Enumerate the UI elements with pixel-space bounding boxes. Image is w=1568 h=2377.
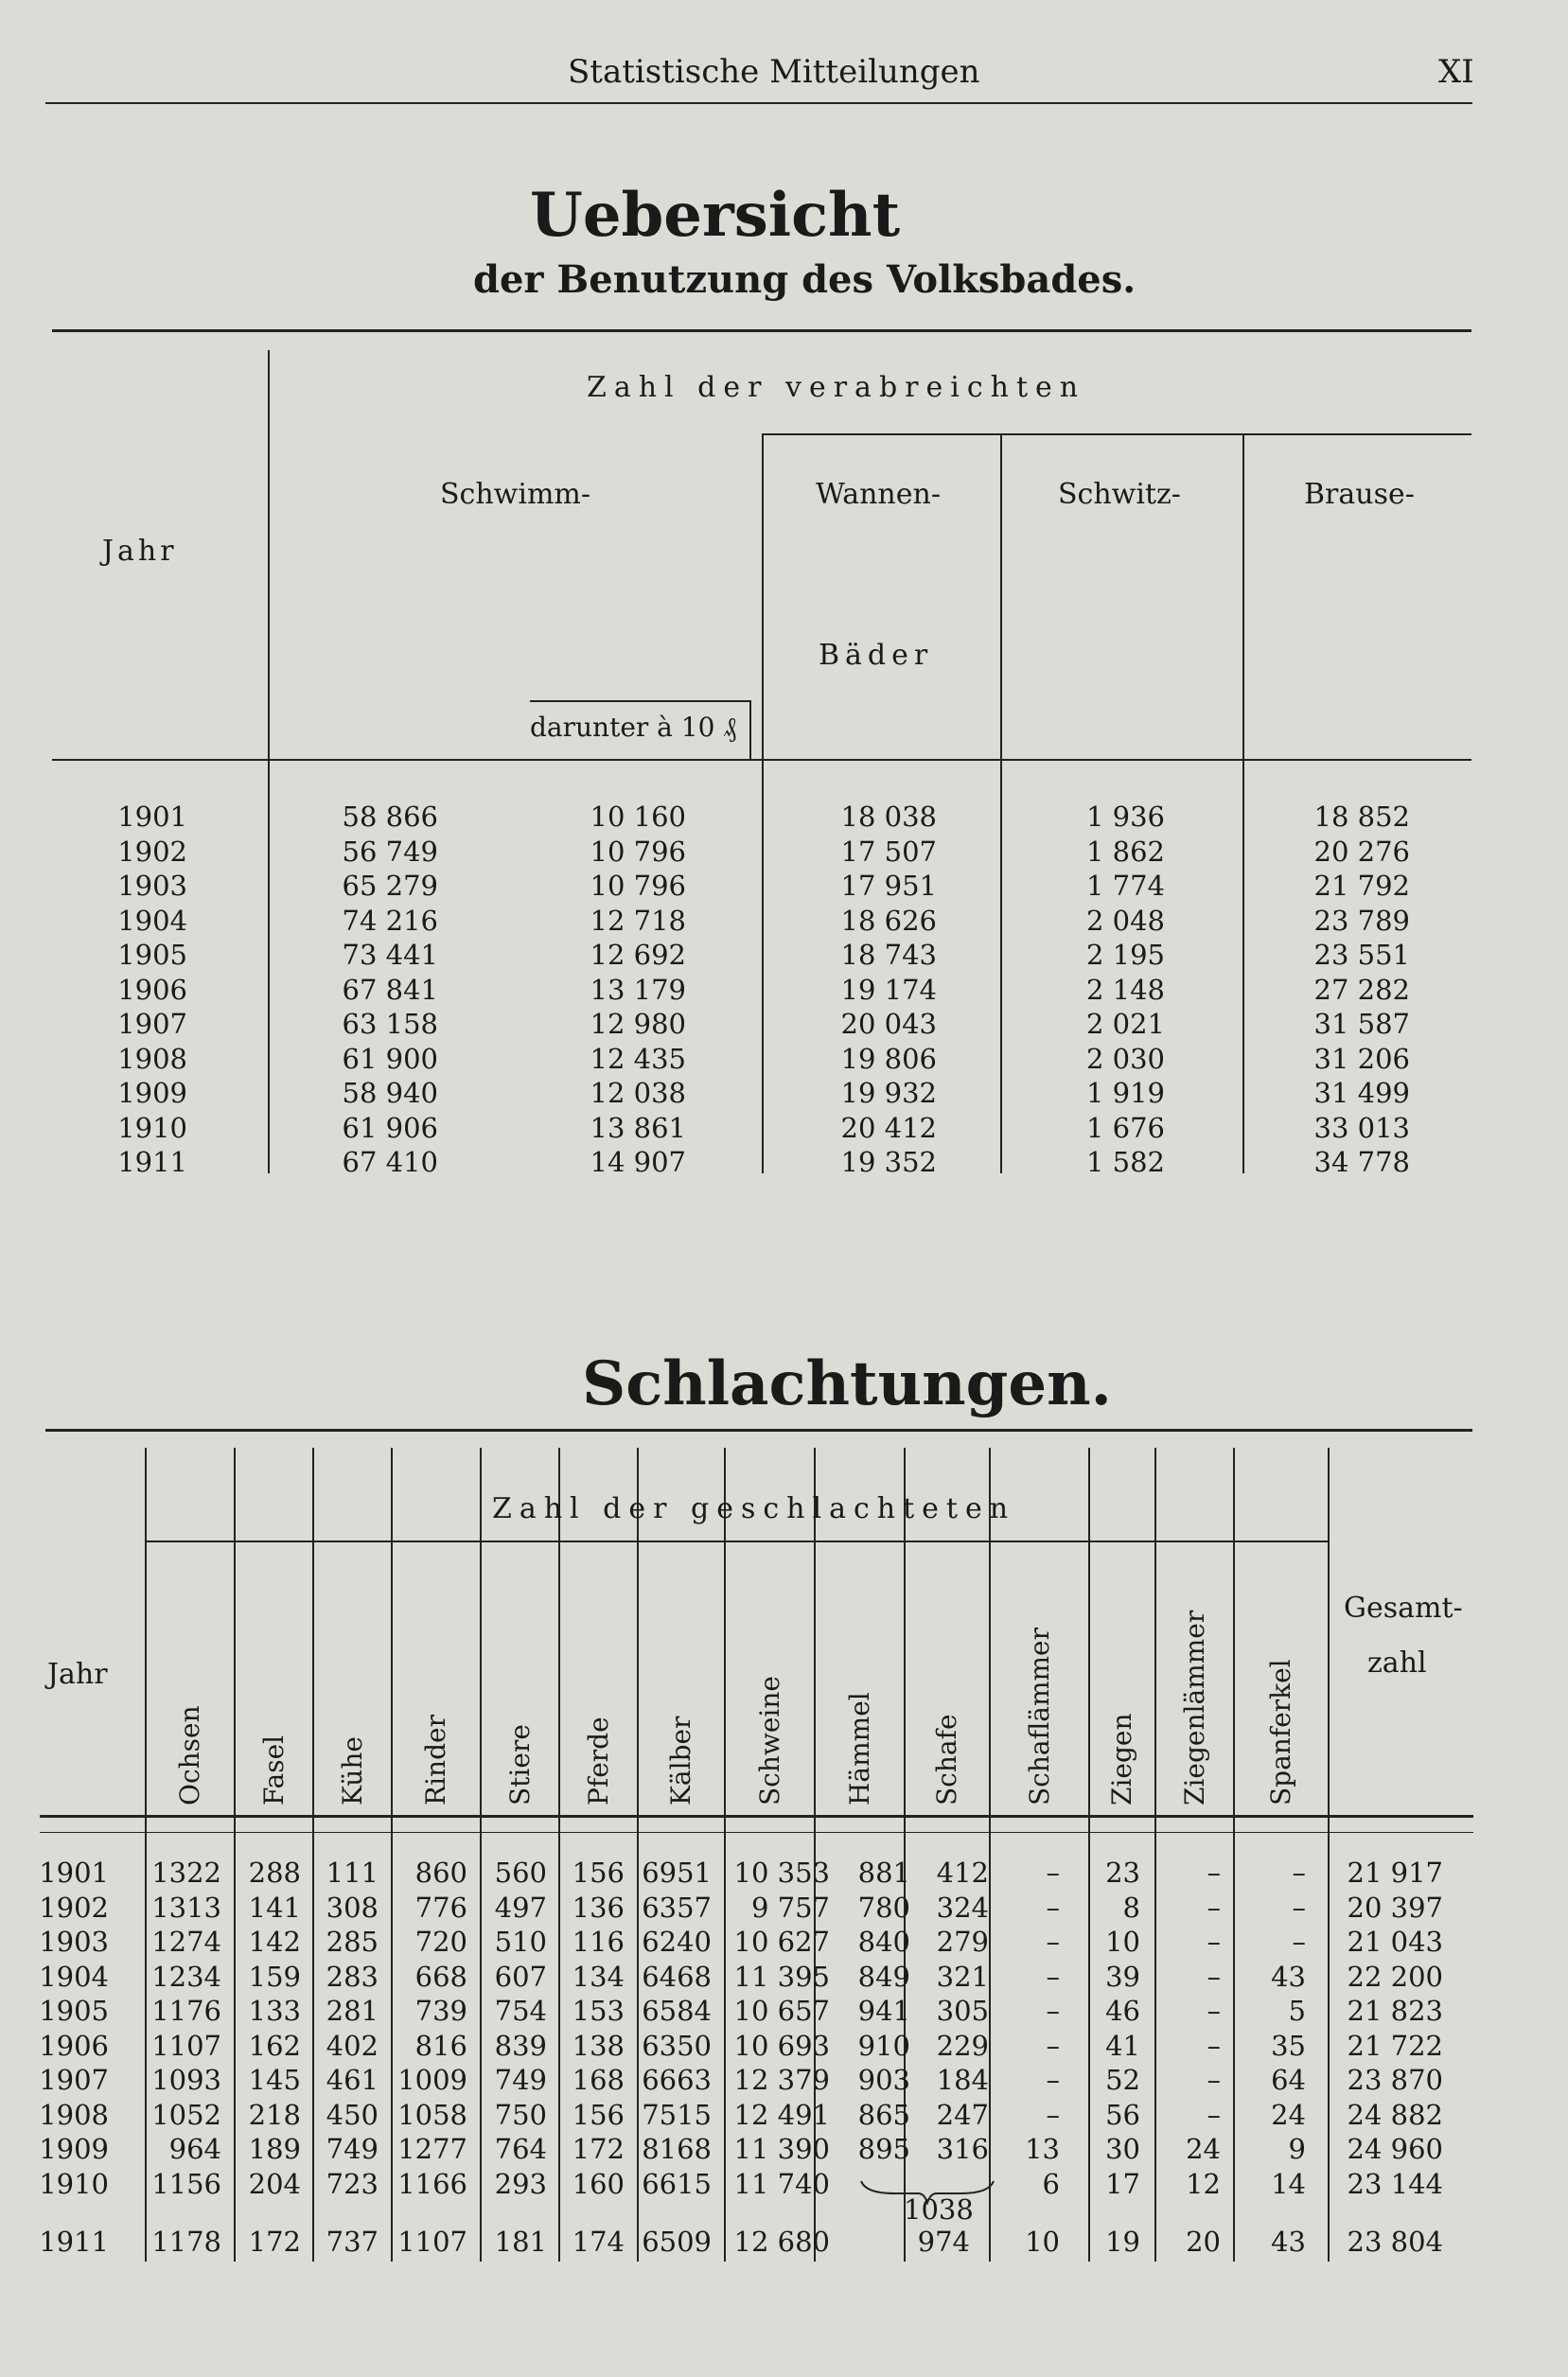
slaughter-cell: 10 <box>1025 2226 1060 2258</box>
bath-cell-tub: 20 043 <box>840 1008 937 1040</box>
slaughter-cell: 41 <box>1105 2029 1140 2062</box>
bath-cell-shower: 21 792 <box>1313 870 1410 902</box>
slaughter-cell: 43 <box>1271 1960 1306 1993</box>
bath-cell-year: 1911 <box>117 1146 187 1178</box>
slaughter-header-top: Zahl der geschlachteten <box>492 1492 1016 1525</box>
bath-cell-year: 1910 <box>117 1111 187 1144</box>
bath-header-sweat: Schwitz- <box>1058 478 1181 511</box>
slaughter-cell: 881 <box>857 1857 910 1889</box>
slaughter-cell: 450 <box>326 2098 379 2131</box>
slaughter-cell: 23 144 <box>1347 2167 1443 2200</box>
slaughter-top-rule <box>45 1429 1472 1432</box>
slaughter-cell: 316 <box>936 2133 989 2165</box>
slaughter-cell: 1274 <box>151 1926 221 1958</box>
slaughter-cell: 12 379 <box>733 2064 830 2096</box>
bath-cell-sweat: 1 582 <box>1085 1146 1165 1178</box>
bath-cell-swim: 58 940 <box>342 1077 438 1109</box>
bath-cell-sweat: 1 919 <box>1085 1077 1165 1109</box>
bath-group-rule <box>762 433 1471 435</box>
bath-cell-year: 1903 <box>117 870 187 902</box>
slaughter-cell: – <box>1207 1926 1221 1958</box>
slaughter-colhead: Fasel <box>257 1734 290 1805</box>
slaughter-cell: 172 <box>572 2133 625 2165</box>
slaughter-cell: 12 680 <box>733 2226 830 2258</box>
bath-cell-tub: 19 352 <box>840 1146 937 1178</box>
bath-subtitle: der Benutzung des Volksbades. <box>473 257 1136 302</box>
bath-cell-shower: 31 499 <box>1313 1077 1410 1109</box>
slaughter-cell: – <box>1207 1960 1221 1993</box>
bath-cell-year: 1901 <box>117 801 187 833</box>
slaughter-cell: 204 <box>248 2167 301 2200</box>
slaughter-cell: 133 <box>248 1995 301 2027</box>
slaughter-cell: 141 <box>248 1891 301 1924</box>
bath-cell-tub: 17 507 <box>840 835 937 868</box>
bath-cell-shower: 27 282 <box>1313 973 1410 1006</box>
slaughter-cell: 24 <box>1186 2133 1221 2165</box>
bath-cell-year: 1909 <box>117 1077 187 1109</box>
slaughter-cell: 8 <box>1122 1891 1140 1924</box>
slaughter-cell: 839 <box>494 2029 547 2062</box>
bath-col-divider <box>1000 435 1002 1173</box>
bath-cell-swim: 65 279 <box>342 870 438 902</box>
bath-cell-swim: 73 441 <box>342 939 438 971</box>
slaughter-cell: 816 <box>414 2029 467 2062</box>
slaughter-colhead: Ochsen <box>174 1705 205 1805</box>
slaughter-cell: 24 882 <box>1347 2098 1443 2131</box>
slaughter-cell: 11 740 <box>733 2167 830 2200</box>
slaughter-cell: 560 <box>494 1857 547 1889</box>
slaughter-cell: 10 <box>1105 1926 1140 1958</box>
slaughter-cell: 754 <box>494 1995 547 2027</box>
slaughter-cell: 39 <box>1105 1960 1140 1993</box>
bath-col-divider <box>1242 435 1244 1173</box>
slaughter-cell: 607 <box>494 1960 547 1993</box>
slaughter-cell: – <box>1292 1926 1306 1958</box>
bath-cell-tub: 18 743 <box>840 939 937 971</box>
slaughter-cell: 10 353 <box>733 1857 830 1889</box>
bath-cell-sub: 10 160 <box>590 801 686 833</box>
bath-header-shower: Brause- <box>1304 478 1415 511</box>
bath-cell-shower: 18 852 <box>1313 801 1410 833</box>
bath-header-year: Jahr <box>102 535 178 568</box>
bath-cell-sub: 10 796 <box>590 835 686 868</box>
slaughter-cell: 749 <box>326 2133 379 2165</box>
slaughter-cell: – <box>1046 1960 1060 1993</box>
slaughter-cell: 1009 <box>397 2064 467 2096</box>
bath-cell-tub: 18 626 <box>840 904 937 937</box>
slaughter-cell: – <box>1207 1857 1221 1889</box>
header-rule <box>45 102 1472 104</box>
bath-col-divider <box>268 350 270 1173</box>
slaughter-cell: 1902 <box>39 1891 109 1924</box>
bath-cell-tub: 17 951 <box>840 870 937 902</box>
bath-cell-shower: 34 778 <box>1313 1146 1410 1178</box>
slaughter-cell: 218 <box>248 2098 301 2131</box>
slaughter-cell: 283 <box>326 1960 379 1993</box>
slaughter-cell: 1277 <box>397 2133 467 2165</box>
slaughter-header-total-2: zahl <box>1367 1646 1427 1680</box>
slaughter-colhead: Spanferkel <box>1265 1659 1296 1805</box>
slaughter-cell: 10 657 <box>733 1995 830 2027</box>
bath-cell-swim: 74 216 <box>342 904 438 937</box>
slaughter-cell: 229 <box>936 2029 989 2062</box>
slaughter-cell: 1166 <box>397 2167 467 2200</box>
slaughter-cell: 9 757 <box>750 1891 830 1924</box>
slaughter-cell: 153 <box>572 1995 625 2027</box>
slaughter-cell: 156 <box>572 2098 625 2131</box>
slaughter-cell: 30 <box>1105 2133 1140 2165</box>
slaughter-cell: 20 <box>1186 2226 1221 2258</box>
bath-cell-shower: 23 551 <box>1313 939 1410 971</box>
bath-cell-sub: 12 038 <box>590 1077 686 1109</box>
slaughter-header-total-1: Gesamt- <box>1344 1592 1463 1625</box>
slaughter-cell: 1904 <box>39 1960 109 1993</box>
slaughter-cell: 1910 <box>39 2167 109 2200</box>
slaughter-cell: 12 491 <box>733 2098 830 2131</box>
slaughter-cell: – <box>1207 1995 1221 2027</box>
slaughter-cell: 19 <box>1105 2226 1140 2258</box>
bath-cell-sweat: 2 148 <box>1085 973 1165 1006</box>
slaughter-cell: 184 <box>936 2064 989 2096</box>
slaughter-cell: 21 043 <box>1347 1926 1443 1958</box>
slaughter-cell: 510 <box>494 1926 547 1958</box>
slaughter-cell: 1313 <box>151 1891 221 1924</box>
slaughter-cell: 24 960 <box>1347 2133 1443 2165</box>
slaughter-cell: 497 <box>494 1891 547 1924</box>
bath-header-tub: Wannen- <box>816 478 941 511</box>
slaughter-cell: 14 <box>1271 2167 1306 2200</box>
slaughter-cell: 22 200 <box>1347 1960 1443 1993</box>
slaughter-cell: 412 <box>936 1857 989 1889</box>
slaughter-cell: 895 <box>857 2133 910 2165</box>
bath-header-sub: darunter à 10 ₰ <box>530 712 737 743</box>
slaughter-cell: 247 <box>936 2098 989 2131</box>
slaughter-cell: 321 <box>936 1960 989 1993</box>
slaughter-cell: 6615 <box>642 2167 712 2200</box>
bath-cell-sweat: 1 774 <box>1085 870 1165 902</box>
slaughter-cell: 1909 <box>39 2133 109 2165</box>
bath-cell-sweat: 2 030 <box>1085 1042 1165 1075</box>
bath-title: Uebersicht <box>530 180 901 251</box>
slaughter-cell: – <box>1046 1995 1060 2027</box>
bath-top-rule <box>52 329 1471 332</box>
slaughter-cell: 279 <box>936 1926 989 1958</box>
bath-cell-shower: 33 013 <box>1313 1111 1410 1144</box>
slaughter-cell: – <box>1046 1891 1060 1924</box>
bath-cell-tub: 19 932 <box>840 1077 937 1109</box>
bath-cell-sub: 12 435 <box>590 1042 686 1075</box>
slaughter-cell: 8168 <box>642 2133 712 2165</box>
slaughter-colhead: Pferde <box>582 1717 614 1805</box>
slaughter-cell: 168 <box>572 2064 625 2096</box>
slaughter-cell: 860 <box>414 1857 467 1889</box>
slaughter-cell: 13 <box>1025 2133 1060 2165</box>
slaughter-colhead: Rinder <box>420 1715 451 1805</box>
slaughter-cell: – <box>1207 2029 1221 2062</box>
bath-cell-swim: 58 866 <box>342 801 438 833</box>
slaughter-cell: 1905 <box>39 1995 109 2027</box>
slaughter-cell: 5 <box>1288 1995 1306 2027</box>
slaughter-cell: 285 <box>326 1926 379 1958</box>
bath-cell-tub: 19 174 <box>840 973 937 1006</box>
bath-header-top: Zahl der verabreichten <box>587 371 1086 404</box>
slaughter-cell: 764 <box>494 2133 547 2165</box>
slaughter-cell: 1908 <box>39 2098 109 2131</box>
slaughter-cell: 6240 <box>642 1926 712 1958</box>
slaughter-cell: 6509 <box>642 2226 712 2258</box>
slaughter-cell: 1901 <box>39 1857 109 1889</box>
bath-cell-swim: 56 749 <box>342 835 438 868</box>
bath-cell-sweat: 1 936 <box>1085 801 1165 833</box>
slaughter-cell: 138 <box>572 2029 625 2062</box>
combined-1911: 974 <box>917 2226 970 2258</box>
slaughter-cell: 142 <box>248 1926 301 1958</box>
bath-cell-swim: 61 906 <box>342 1111 438 1144</box>
bath-cell-swim: 61 900 <box>342 1042 438 1075</box>
slaughter-cell: – <box>1046 2029 1060 2062</box>
slaughter-cell: 134 <box>572 1960 625 1993</box>
bath-cell-year: 1904 <box>117 904 187 937</box>
bath-cell-year: 1902 <box>117 835 187 868</box>
slaughter-cell: 1107 <box>151 2029 221 2062</box>
bath-cell-year: 1906 <box>117 973 187 1006</box>
bath-cell-sweat: 2 021 <box>1085 1008 1165 1040</box>
bath-cell-tub: 18 038 <box>840 801 937 833</box>
slaughter-cell: 780 <box>857 1891 910 1924</box>
slaughter-cell: 720 <box>414 1926 467 1958</box>
slaughter-cell: 903 <box>857 2064 910 2096</box>
slaughter-cell: 776 <box>414 1891 467 1924</box>
slaughter-cell: 6584 <box>642 1995 712 2027</box>
bath-cell-tub: 20 412 <box>840 1111 937 1144</box>
slaughter-cell: 52 <box>1105 2064 1140 2096</box>
slaughter-colhead: Ziegenlämmer <box>1178 1610 1210 1805</box>
slaughter-cell: 10 693 <box>733 2029 830 2062</box>
slaughter-cell: – <box>1046 2098 1060 2131</box>
slaughter-cell: 21 823 <box>1347 1995 1443 2027</box>
bath-cell-swim: 67 410 <box>342 1146 438 1178</box>
slaughter-group-rule <box>145 1541 1328 1542</box>
slaughter-cell: – <box>1207 1891 1221 1924</box>
slaughter-cell: 849 <box>857 1960 910 1993</box>
slaughter-cell: 21 722 <box>1347 2029 1443 2062</box>
slaughter-cell: 402 <box>326 2029 379 2062</box>
bath-cell-year: 1905 <box>117 939 187 971</box>
slaughter-cell: 174 <box>572 2226 625 2258</box>
slaughter-colhead: Ziegen <box>1106 1713 1137 1805</box>
slaughter-colhead: Kühe <box>336 1736 368 1805</box>
slaughter-cell: – <box>1046 2064 1060 2096</box>
slaughter-cell: 21 917 <box>1347 1857 1443 1889</box>
slaughter-cell: 172 <box>248 2226 301 2258</box>
combined-1910: 1038 <box>904 2193 974 2226</box>
slaughter-cell: 281 <box>326 1995 379 2027</box>
bath-cell-sweat: 2 048 <box>1085 904 1165 937</box>
slaughter-cell: 288 <box>248 1857 301 1889</box>
slaughter-cell: 11 390 <box>733 2133 830 2165</box>
bath-subhead-rule <box>530 700 749 702</box>
slaughter-cell: 1176 <box>151 1995 221 2027</box>
bath-col-divider <box>749 700 751 761</box>
slaughter-cell: 160 <box>572 2167 625 2200</box>
bath-cell-sub: 12 980 <box>590 1008 686 1040</box>
slaughter-cell: 162 <box>248 2029 301 2062</box>
bath-cell-sub: 13 179 <box>590 973 686 1006</box>
slaughter-colhead: Hämmel <box>843 1692 875 1805</box>
slaughter-cell: – <box>1046 1926 1060 1958</box>
slaughter-colhead: Schweine <box>753 1676 785 1805</box>
bath-cell-sweat: 1 676 <box>1085 1111 1165 1144</box>
slaughter-cell: 35 <box>1271 2029 1306 2062</box>
slaughter-cell: 305 <box>936 1995 989 2027</box>
slaughter-cell: 24 <box>1271 2098 1306 2131</box>
slaughter-cell: 116 <box>572 1926 625 1958</box>
slaughter-colhead: Kälber <box>665 1716 696 1805</box>
slaughter-cell: 1178 <box>151 2226 221 2258</box>
bath-cell-sub: 10 796 <box>590 870 686 902</box>
slaughter-cell: 865 <box>857 2098 910 2131</box>
bath-header-baths: Bäder <box>819 639 934 672</box>
slaughter-cell: 910 <box>857 2029 910 2062</box>
slaughter-cell: 7515 <box>642 2098 712 2131</box>
slaughter-cell: 189 <box>248 2133 301 2165</box>
slaughter-cell: 11 395 <box>733 1960 830 1993</box>
bath-cell-sub: 13 861 <box>590 1111 686 1144</box>
bath-cell-shower: 31 587 <box>1313 1008 1410 1040</box>
slaughter-cell: 23 804 <box>1347 2226 1443 2258</box>
bath-cell-year: 1908 <box>117 1042 187 1075</box>
bath-cell-sweat: 1 862 <box>1085 835 1165 868</box>
slaughter-cell: 23 <box>1105 1857 1140 1889</box>
bath-cell-sweat: 2 195 <box>1085 939 1165 971</box>
slaughter-cell: 23 870 <box>1347 2064 1443 2096</box>
slaughter-cell: 6468 <box>642 1960 712 1993</box>
slaughter-cell: 1234 <box>151 1960 221 1993</box>
slaughter-cell: 1058 <box>397 2098 467 2131</box>
slaughter-cell: 6951 <box>642 1857 712 1889</box>
slaughter-cell: 1911 <box>39 2226 109 2258</box>
slaughter-cell: 750 <box>494 2098 547 2131</box>
slaughter-header-year: Jahr <box>47 1658 108 1691</box>
slaughter-cell: 308 <box>326 1891 379 1924</box>
slaughter-cell: 43 <box>1271 2226 1306 2258</box>
slaughter-cell: 1906 <box>39 2029 109 2062</box>
slaughter-cell: 181 <box>494 2226 547 2258</box>
slaughter-cell: – <box>1207 2098 1221 2131</box>
slaughter-cell: 156 <box>572 1857 625 1889</box>
slaughter-cell: 964 <box>168 2133 221 2165</box>
slaughter-cell: 324 <box>936 1891 989 1924</box>
bath-cell-sub: 14 907 <box>590 1146 686 1178</box>
slaughter-cell: 1907 <box>39 2064 109 2096</box>
slaughter-cell: 10 627 <box>733 1926 830 1958</box>
bath-cell-year: 1907 <box>117 1008 187 1040</box>
bath-cell-sub: 12 718 <box>590 904 686 937</box>
slaughter-cell: 6357 <box>642 1891 712 1924</box>
bath-cell-tub: 19 806 <box>840 1042 937 1075</box>
slaughter-header-rule <box>40 1815 1473 1818</box>
slaughter-colhead: Stiere <box>503 1724 536 1805</box>
slaughter-cell: 1107 <box>397 2226 467 2258</box>
bath-cell-swim: 67 841 <box>342 973 438 1006</box>
slaughter-cell: 840 <box>857 1926 910 1958</box>
slaughter-cell: 749 <box>494 2064 547 2096</box>
slaughter-cell: 9 <box>1288 2133 1306 2165</box>
slaughter-cell: 56 <box>1105 2098 1140 2131</box>
slaughter-cell: 136 <box>572 1891 625 1924</box>
slaughter-cell: 46 <box>1105 1995 1140 2027</box>
slaughter-cell: 1093 <box>151 2064 221 2096</box>
slaughter-cell: 6 <box>1042 2167 1060 2200</box>
slaughter-cell: 1322 <box>151 1857 221 1889</box>
bath-cell-swim: 63 158 <box>342 1008 438 1040</box>
bath-cell-shower: 20 276 <box>1313 835 1410 868</box>
slaughter-cell: 1156 <box>151 2167 221 2200</box>
slaughter-cell: 145 <box>248 2064 301 2096</box>
slaughter-cell: 12 <box>1186 2167 1221 2200</box>
bath-col-divider <box>762 435 764 1173</box>
slaughter-title: Schlachtungen. <box>582 1348 1112 1419</box>
bath-cell-sub: 12 692 <box>590 939 686 971</box>
page-number: XI <box>1438 53 1474 91</box>
slaughter-cell: – <box>1046 1857 1060 1889</box>
slaughter-cell: 20 397 <box>1347 1891 1443 1924</box>
slaughter-cell: 1052 <box>151 2098 221 2131</box>
running-header: Statistische Mitteilungen <box>568 53 980 91</box>
slaughter-cell: 159 <box>248 1960 301 1993</box>
slaughter-cell: 737 <box>326 2226 379 2258</box>
slaughter-cell: 668 <box>414 1960 467 1993</box>
slaughter-header-rule-thin <box>40 1832 1473 1833</box>
bath-header-swim: Schwimm- <box>440 478 590 511</box>
slaughter-cell: 461 <box>326 2064 379 2096</box>
slaughter-cell: 723 <box>326 2167 379 2200</box>
slaughter-cell: 941 <box>857 1995 910 2027</box>
slaughter-cell: – <box>1292 1857 1306 1889</box>
bath-cell-shower: 23 789 <box>1313 904 1410 937</box>
slaughter-cell: 739 <box>414 1995 467 2027</box>
bath-cell-shower: 31 206 <box>1313 1042 1410 1075</box>
slaughter-cell: 293 <box>494 2167 547 2200</box>
slaughter-cell: 6350 <box>642 2029 712 2062</box>
slaughter-cell: 111 <box>326 1857 379 1889</box>
slaughter-cell: 64 <box>1271 2064 1306 2096</box>
slaughter-cell: – <box>1207 2064 1221 2096</box>
slaughter-colhead: Schaflämmer <box>1023 1627 1055 1805</box>
slaughter-cell: 1903 <box>39 1926 109 1958</box>
slaughter-cell: 6663 <box>642 2064 712 2096</box>
slaughter-colhead: Schafe <box>931 1714 962 1805</box>
slaughter-cell: – <box>1292 1891 1306 1924</box>
slaughter-cell: 17 <box>1105 2167 1140 2200</box>
